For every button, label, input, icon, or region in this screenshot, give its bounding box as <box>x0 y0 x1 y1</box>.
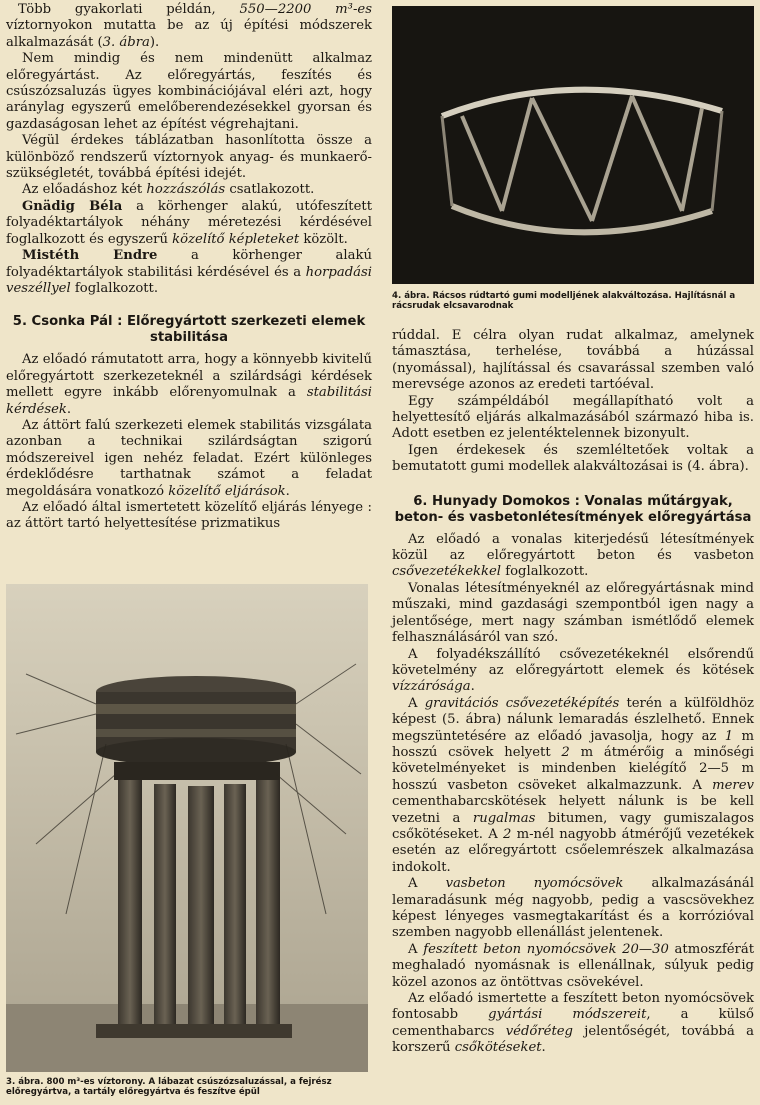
paragraph: Az előadó a vonalas kiterjedésű létesítmények közül az előregyártott beton és vasbeton csővezetékekkel foglalkozott. <box>392 531 754 580</box>
section-6-title: 6. Hunyady Domokos : Vonalas műtárgyak, beton- és vasbetonlétesítmények előregyártása <box>394 493 752 525</box>
figure-4-caption: 4. ábra. Rácsos rúdtartó gumi modelljének alakváltozása. Hajlításnál a rácsrudak elcsavarodnak <box>392 291 736 311</box>
paragraph: A feszített beton nyomócsövek 20—30 atmoszférát meghaladó nyomásnak is ellenállnak, súlyuk pedig közel azonos az öntöttvas csövekével. <box>392 941 755 990</box>
paragraph: Az előadó ismertette a feszített beton nyomócsövek fontosabb gyártási módszereit, a külső cementhabarcs védőréteg jelentőségét, továbbá a korszerű csőkötéseket. <box>392 991 754 1056</box>
paragraph: Vonalas létesítményeknél az előregyártásnak mind műszaki, mind gazdasági szempontból igen nagy a jelentősége, mert nagy számban ismétlődő elemek felhasználásáról van szó. <box>392 580 754 646</box>
paragraph: Végül érdekes táblázatban hasonlította össze a különböző rendszerű víztornyok anyag- és munkaerő-szükségletét, továbbá építési idejét. <box>6 133 372 182</box>
paragraph: Nem mindig és nem mindenütt alkalmaz előregyártást. Az előregyártás, feszítés és csúszózsaluzás ügyes kombinációjával eléri azt, hogy aránylag egyszerű emelőberendezésekkel gyorsan és gazdaságosan lehet az építést végrehajtani. <box>6 51 372 132</box>
paragraph: A vasbeton nyomócsövek alkalmazásánál lemaradásunk még nagyobb, pedig a vascsövekhez képest lényeges vasmegtakarítást és a korrózióval szemben nagyobb ellenállást jelentenek. <box>392 876 754 941</box>
paragraph: Több gyakorlati példán, 550—2200 m³-es víztornyokon mutatta be az új építési módszerek alkalmazását (3. ábra). <box>6 2 372 50</box>
paragraph: A folyadékszállító csővezetékeknél elsőrendű követelmény az előregyártott elemek és kötések vízzárósága. <box>392 646 754 695</box>
paragraph: rúddal. E célra olyan rudat alkalmaz, amelynek támasztása, terhelése, továbbá a húzással (nyomással), hajlítással és csavarással szemben való merevsége azonos az eredeti tartóéval. <box>392 328 754 393</box>
left-column <box>6 0 372 533</box>
paragraph: Az előadó által ismertetett közelítő eljárás lényege : az áttört tartó helyettesítése prizmatikus <box>6 499 372 532</box>
water-tower-photo <box>6 584 368 1072</box>
paragraph: Gnädig Béla a körhenger alakú, utófeszített folyadéktartályok néhány méretezési kérdésével foglalkozott és egyszerű közelítő képleteket közölt. <box>6 198 372 247</box>
paragraph: Igen érdekesek és szemléltetőek voltak a bemutatott gumi modellek alakváltozásai is (4. ábra). <box>392 442 754 475</box>
rubber-model-photo <box>392 6 754 284</box>
paragraph: Mistéth Endre a körhenger alakú folyadéktartályok stabilitási kérdésével és a horpadási veszéllyel foglalkozott. <box>6 248 372 296</box>
section-5-title: 5. Csonka Pál : Előregyártott szerkezeti elemek stabilitása <box>12 314 366 346</box>
truss-model-illustration <box>392 6 754 284</box>
paragraph: Az előadáshoz két hozzászólás csatlakozott. <box>22 182 315 198</box>
paragraph: Az áttört falú szerkezeti elemek stabilitás vizsgálata azonban a technikai szilárdságtan szigorú módszereivel igen nehéz feladat. Ezért különleges érdeklődésre tarthatnak számot a feladat megoldására vonatkozó közelítő eljárások. <box>6 417 372 499</box>
paragraph: Egy számpéldából megállapítható volt a helyettesítő eljárás alkalmazásából származó hiba is. Adott esetben ez jelentéktelennek bizonyult. <box>392 393 754 442</box>
paragraph: Az előadó rámutatott arra, hogy a könnyebb kivitelű előregyártott szerkezeteknél a szilárdsági kérdések mellett egyre inkább előrenyomulnak a stabilitási kérdések. <box>6 352 372 417</box>
paragraph: A gravitációs csővezetéképítés terén a külföldhöz képest (5. ábra) nálunk lemaradás észlelhető. Ennek megszüntetésére az előadó javasolja, hogy az 1 m hosszú csövek helyett 2 m átmérőig a minőségi követelményeket is mindenben kielégítő 2—5 m hosszú vasbeton csöveket alkalmazzunk. A merev cementhabarcskötések helyett nálunk is be kell vezetni a rugalmas bitumen, vagy gumiszalagos csőkötéseket. A 2 m-nél nagyobb átmérőjű vezetékek esetén az előregyártott csőelemrészek alkalmazása indokolt. <box>392 695 754 875</box>
right-column <box>392 328 754 1057</box>
water-tower-illustration <box>6 584 368 1072</box>
figure-3-caption: 3. ábra. 800 m³-es víztorony. A lábazat csúszózsaluzással, a fejrész előregyártva, a tartály előregyártva és feszítve épül <box>6 1077 332 1097</box>
